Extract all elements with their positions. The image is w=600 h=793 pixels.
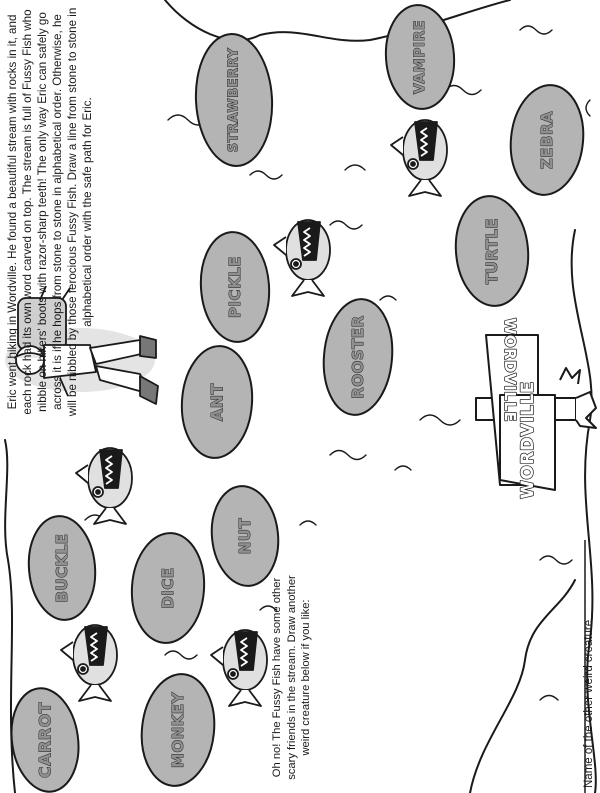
stone-turtle[interactable]	[451, 193, 532, 309]
fussy-fish-5	[391, 120, 447, 196]
story-paragraph: Eric went hiking in Wordville. He found a beautiful stream with rocks in it, and each rock had its own word carved on top. The stream is full of Fussy Fish who nibble on hikers' boots with razor-sharp teeth! The only way Eric can safely go across it is if he hops from stone to stone in alphabetical order. Otherwise, he will be nibbled by those ferocious Fussy Fish. Draw a line from stone to stone in alphabetical order with the safe path for Eric.	[6, 7, 94, 417]
stone-label-ant: ANT	[207, 382, 227, 422]
stone-label-strawberry: STRAWBERRY	[226, 47, 242, 153]
stone-label-pickle: PICKLE	[226, 255, 244, 319]
fussy-fish-2	[211, 630, 267, 706]
stream-bank-top	[165, 0, 510, 41]
stone-label-rooster: ROOSTER	[349, 315, 367, 399]
stone-label-nut: NUT	[236, 517, 254, 555]
sign-text-upper: WORDVILLE	[501, 317, 519, 423]
fussy-fish-4	[274, 220, 330, 296]
weird-creature-prompt: Oh no! The Fussy Fish have some other scary friends in the stream. Draw another weird creature below if you like:	[271, 575, 312, 780]
name-field-label: Name of the other weird creature	[583, 619, 595, 788]
stone-zebra[interactable]	[505, 82, 588, 199]
stone-strawberry[interactable]	[193, 32, 276, 168]
stone-label-carrot: CARROT	[35, 701, 55, 779]
stone-label-zebra: ZEBRA	[538, 110, 556, 170]
fussy-fish-1	[61, 625, 117, 701]
stone-rooster[interactable]	[319, 296, 397, 417]
stone-label-buckle: BUCKLE	[53, 533, 71, 603]
stone-carrot[interactable]	[5, 684, 85, 793]
sign-text-lower: WORDVILLE	[518, 381, 538, 499]
stone-buckle[interactable]	[25, 513, 100, 622]
stone-dice[interactable]	[128, 531, 207, 646]
stream-bank-right	[470, 580, 575, 793]
stone-label-monkey: MONKEY	[169, 692, 187, 768]
stone-label-dice: DICE	[159, 567, 177, 609]
stone-ant[interactable]	[178, 344, 256, 461]
stone-label-vampire: VAMPIRE	[412, 20, 428, 94]
wordville-signpost	[476, 318, 596, 499]
stone-pickle[interactable]	[197, 230, 273, 344]
stone-label-turtle: TURTLE	[483, 217, 501, 285]
fussy-fish-3	[76, 448, 132, 524]
stone-monkey[interactable]	[136, 671, 219, 790]
